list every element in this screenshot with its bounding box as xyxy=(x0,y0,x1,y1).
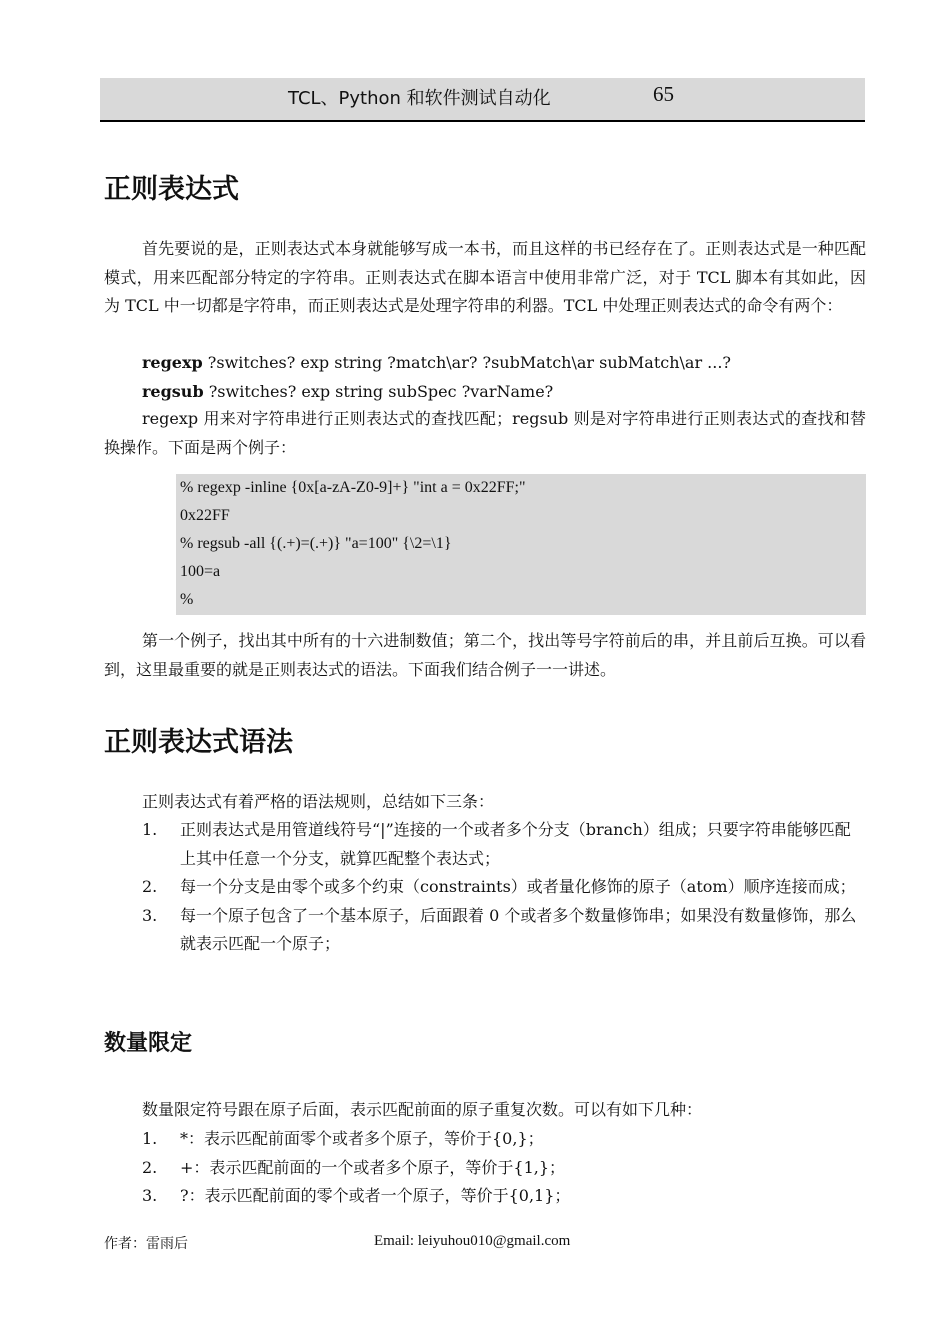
list-item xyxy=(104,816,866,873)
header-title: TCL、Python 和软件测试自动化 xyxy=(288,88,551,109)
list-text: *：表示匹配前面零个或者多个原子，等价于{0,}； xyxy=(180,1129,544,1148)
regexp-command-name: regexp xyxy=(142,353,203,372)
list-number: 1. xyxy=(142,820,158,839)
list-text: 每一个原子包含了一个基本原子，后面跟着 0 个或者多个数量修饰串；如果没有数量修饰，那么就表示匹配一个原子； xyxy=(180,905,857,953)
code-line: % regsub -all {(.+)=(.+)} "a=100" {\2=\1} xyxy=(180,535,452,552)
regexp-args: ?switches? exp string ?match\ar? ?subMatch\ar subMatch\ar ...? xyxy=(202,353,732,372)
regexp-syntax xyxy=(142,349,731,377)
list-number: 3. xyxy=(142,905,158,925)
list-number: 1. xyxy=(142,1129,158,1148)
list-item xyxy=(104,1182,866,1211)
code-line: % xyxy=(180,591,194,608)
list-number: 3. xyxy=(142,1186,158,1205)
code-example-box xyxy=(176,474,866,615)
code-line: 100=a xyxy=(180,563,221,580)
regsub-command-name: regsub xyxy=(142,382,204,401)
after-code-paragraph: 第一个例子，找出其中所有的十六进制数值；第二个，找出等号字符前后的串，并且前后互换。可以看到，这里最重要的就是正则表达式的语法。下面我们结合例子一一讲述。 xyxy=(104,631,866,679)
regsub-syntax xyxy=(142,378,553,406)
list-number: 2. xyxy=(142,1157,158,1177)
page-number: 65 xyxy=(653,82,674,106)
regsub-args: ?switches? exp string subSpec ?varName? xyxy=(203,382,554,401)
section-heading-quantifier: 数量限定 xyxy=(104,1031,193,1056)
syntax-rules-list xyxy=(104,816,866,959)
quantifier-intro: 数量限定符号跟在原子后面，表示匹配前面的原子重复次数。可以有如下几种： xyxy=(142,1100,703,1119)
explain-paragraph: regexp 用来对字符串进行正则表达式的查找匹配；regsub 则是对字符串进行正则表达式的查找和替换操作。下面是两个例子： xyxy=(104,409,866,457)
list-text: 每一个分支是由零个或多个约束（constraints）或者量化修饰的原子（atom）顺序连接而成； xyxy=(180,877,856,896)
section-heading-regex: 正则表达式 xyxy=(104,174,239,205)
list-text: +：表示匹配前面的一个或者多个原子，等价于{1,}； xyxy=(180,1157,566,1177)
intro-paragraph: 首先要说的是，正则表达式本身就能够写成一本书，而且这样的书已经存在了。正则表达式是一种匹配模式，用来匹配部分特定的字符串。正则表达式在脚本语言中使用非常广泛，对于 TCL 脚本有其如此，因为 TCL 中一切都是字符串，而正则表达式是处理字符串的利器。TCL 中处理正则表达式的命令有两个： xyxy=(104,239,866,315)
code-line: 0x22FF xyxy=(180,507,230,524)
footer-author: 作者：雷雨后 xyxy=(104,1236,188,1252)
list-item xyxy=(104,1125,866,1154)
section-heading-syntax: 正则表达式语法 xyxy=(104,727,293,758)
list-item xyxy=(104,902,866,959)
list-text: 正则表达式是用管道线符号“|”连接的一个或者多个分支（branch）组成；只要字符串能够匹配上其中任意一个分支，就算匹配整个表达式； xyxy=(180,820,851,868)
syntax-intro: 正则表达式有着严格的语法规则，总结如下三条： xyxy=(142,792,495,811)
list-text: ?：表示匹配前面的零个或者一个原子，等价于{0,1}； xyxy=(180,1186,571,1205)
list-number: 2. xyxy=(142,877,158,896)
footer-email: Email: leiyuhou010@gmail.com xyxy=(374,1233,571,1249)
list-item xyxy=(104,1154,866,1183)
list-item xyxy=(104,873,866,902)
page-header xyxy=(100,78,865,122)
code-line: % regexp -inline {0x[a-zA-Z0-9]+} "int a = 0x22FF;" xyxy=(180,479,526,496)
quantifier-list xyxy=(104,1125,866,1211)
